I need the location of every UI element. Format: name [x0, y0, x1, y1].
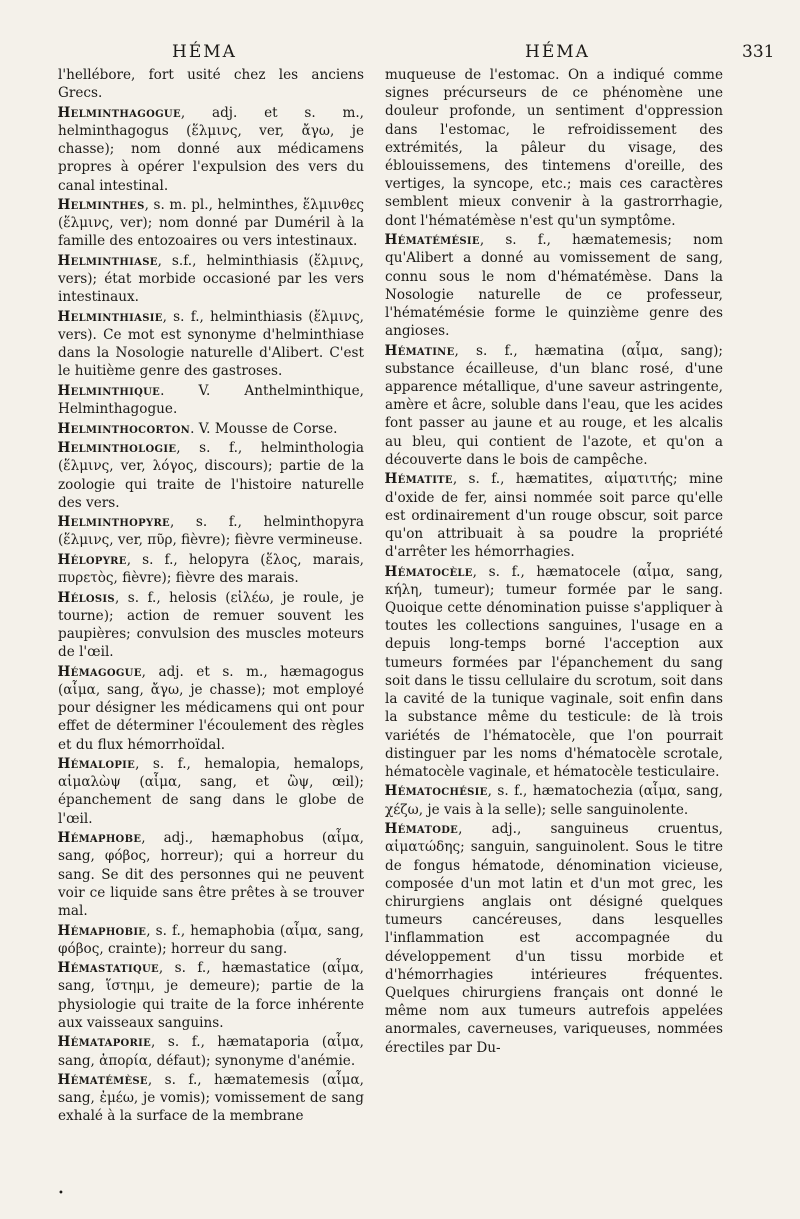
entry-definition: , s. f., helminthologia (ἕλμινς, ver, λόγος, discours); partie de la zoologie qui traite de l'histoire naturelle des vers. [58, 440, 364, 511]
header-right: HÉMA [525, 42, 590, 62]
entry-definition: , s. f., hæmatina (αἷμα, sang); substance écailleuse, d'un blanc rosé, d'une apparence métallique, d'une saveur astringente, amère et âcre, soluble dans l'eau, que les acides font passer au jaune et au rouge, et les alcalis au bleu, qui contient de l'azote, et qu'on a découverte dans le bois de campêche. [385, 342, 723, 468]
dictionary-entry [385, 342, 723, 469]
entry-definition: , adj. et s. m., helminthagogus (ἕλμινς, ver, ἄγω, je chasse); nom donné aux médicamens propres à opérer l'expulsion des vers du canal intestinal. [58, 104, 364, 194]
dictionary-entry [58, 1071, 364, 1126]
entry-headword: Helminthique [57, 382, 161, 399]
entry-headword: Hématine [384, 342, 455, 359]
entry-headword: Helminthiase [57, 252, 158, 269]
dictionary-entry [58, 104, 364, 195]
entry-headword: Hémaphobie [57, 922, 147, 939]
dictionary-entry [385, 782, 723, 818]
dictionary-entry [58, 252, 364, 307]
entry-headword: Hématite [384, 471, 453, 488]
entry-headword: Hématochésie [384, 783, 488, 800]
dictionary-entry [58, 663, 364, 754]
entry-definition: , s. f., helminthiasis (ἕλμινς, vers). Ce mot est synonyme d'helminthiase dans la Nosologie naturelle d'Alibert. C'est le huitième genre des gastroses. [58, 308, 364, 380]
entry-definition: , adj., sanguineus cruentus, αἱματώδης; sanguin, sanguinolent. Sous le titre de fongus hématode, dénomination vicieuse, composée d'un mot latin et d'un mot grec, les chirurgiens anglais ont désigné quelques tumeurs cancéreuses, dans lesquelles l'inflammation est accompagnée du développement d'un tissu morbide et d'hémorrhagies intérieures fréquentes. Quelques chirurgiens français ont donné le même nom aux tumeurs autrefois appelées anormales, caverneuses, variqueuses, nommées érectiles par Du- [385, 821, 723, 1056]
entry-headword: Helminthologie [57, 440, 177, 457]
entry-definition: , adj. et s. m., hæmagogus (αἷμα, sang, ἄγω, je chasse); mot employé pour désigner les médicamens qui ont pour effet de déterminer l'écoulement des règles et du flux hémorrhoïdal. [58, 663, 364, 753]
dictionary-entry [58, 439, 364, 512]
dictionary-entry [58, 589, 364, 662]
entry-headword: Hématémèse [57, 1072, 148, 1089]
entry-headword: Hélopyre [57, 551, 127, 568]
dictionary-entry [58, 196, 364, 251]
entry-headword: Helminthopyre [57, 514, 170, 531]
header-left: HÉMA [172, 42, 237, 62]
entry-definition: , s. f., hemalopia, hemalops, αἱμαλὼψ (αἷμα, sang, et ὢψ, œil); épanchement de sang dans le globe de l'œil. [58, 756, 364, 827]
entry-headword: Hémaphobe [57, 830, 142, 847]
dictionary-entry [58, 551, 364, 587]
entry-headword: Helminthiasie [57, 308, 163, 325]
entry-definition: , s.f., helminthiasis (ἕλμινς, vers); état morbide occasioné par les vers intestinaux. [58, 252, 364, 306]
page-number: 331 [742, 42, 775, 62]
dictionary-entry [58, 959, 364, 1032]
continuation-text: muqueuse de l'estomac. On a indiqué comme signes précurseurs de ce phénomène une douleur profonde, un sentiment d'oppression dans l'estomac, le refroidissement des extrémités, la pâleur du visage, des éblouissemens, des tintemens d'oreille, des vertiges, la syncope, etc.; mais ces caractères semblent mieux convenir à la gastrorrhagie, dont l'hématémèse n'est qu'un symptôme. [385, 67, 723, 229]
entry-definition: , s. f., hemaphobia (αἷμα, sang, φόβος, crainte); horreur du sang. [58, 922, 364, 957]
entry-headword: Hémastatique [57, 960, 159, 977]
entry-definition: , s. f., hæmatemesis; nom qu'Alibert a donné au vomissement de sang, connu sous le nom d'hématémèse. Dans la Nosologie naturelle de ce professeur, l'hématémésie forme le quinzième genre des angioses. [385, 232, 723, 340]
dictionary-entry [385, 470, 723, 561]
entry-headword: Hémalopie [57, 756, 136, 773]
entry-definition: , s. f., hæmatochezia (αἷμα, sang, χέζω, je vais à la selle); selle sanguinolente. [385, 783, 723, 818]
entry-headword: Hélosis [57, 589, 115, 606]
dictionary-entry [58, 382, 364, 418]
entry-definition: . V. Anthelminthique, Helminthagogue. [58, 382, 364, 418]
dictionary-entry [58, 922, 364, 958]
dictionary-entry [385, 820, 723, 1057]
dictionary-entry [385, 231, 723, 340]
left-column [58, 66, 364, 1127]
entry-definition: , s. f., helminthopyra (ἕλμινς, ver, πῦρ, fièvre); fièvre vermineuse. [58, 514, 364, 549]
entry-headword: Helminthes [57, 197, 145, 214]
running-header [0, 42, 800, 68]
entry-definition: , s. f., hæmatocele (αἷμα, sang, κήλη, tumeur); tumeur formée par le sang. Quoique cette dénomination puisse s'appliquer à toutes les collections sanguines, l'usage en a depuis long-temps borné l'acception aux tumeurs formées par l'épanchement du sang soit dans le tissu cellulaire du scrotum, soit dans la cavité de la tunique vaginale, soit enfin dans la substance même du testicule: de là trois variétés de l'hématocèle, que l'on pourrait distinguer par les noms d'hématocèle scrotale, hématocèle vaginale, et hématocèle testiculaire. [385, 563, 723, 780]
entry-definition: , s. m. pl., helminthes, ἕλμινθες (ἕλμινς, ver); nom donné par Duméril à la famille des entozoaires ou vers intestinaux. [58, 197, 364, 250]
entry-definition: , s. f., hæmastatice (αἷμα, sang, ἵστημι, je demeure); partie de la physiologie qui traite de la force inhérente aux vaisseaux sanguins. [58, 960, 364, 1031]
dictionary-entry [58, 829, 364, 920]
entry-headword: Hématocèle [384, 563, 473, 580]
entry-headword: Helminthocorton [57, 420, 191, 437]
dictionary-entry [58, 1033, 364, 1069]
dictionary-entry [58, 420, 364, 438]
entry-headword: Hématémésie [384, 232, 480, 249]
dictionary-entry [58, 513, 364, 549]
entry-headword: Hématode [384, 821, 459, 838]
entry-definition: , s. f., helosis (εἰλέω, je roule, je tourne); action de remuer souvent les paupières; convulsion des muscles moteurs de l'œil. [58, 589, 364, 661]
continuation-text: l'hellébore, fort usité chez les anciens Grecs. [58, 67, 364, 102]
entry-definition: , adj., hæmaphobus (αἷμα, sang, φόβος, horreur); qui a horreur du sang. Se dit des personnes qui ne peuvent voir ce liquide sans être prêtes à se trouver mal. [58, 830, 364, 919]
footer-mark: • [58, 1188, 64, 1199]
entry-definition: , s. f., hæmataporia (αἷμα, sang, ἀπορία, défaut); synonyme d'anémie. [58, 1034, 364, 1069]
dictionary-entry [58, 308, 364, 381]
dictionary-entry [385, 563, 723, 781]
entry-definition: , s. f., hæmatemesis (αἷμα, sang, ἐμέω, je vomis); vomissement de sang exhalé à la surface de la membrane [58, 1072, 364, 1125]
dictionary-entry [58, 755, 364, 828]
entry-definition: , s. f., hæmatites, αἱματιτής; mine d'oxide de fer, ainsi nommée soit parce qu'elle est ordinairement d'un rouge obscur, soit parce qu'on attribuait à sa poudre la propriété d'arrêter les hémorrhagies. [385, 471, 723, 561]
entry-headword: Hémagogue [57, 663, 142, 680]
right-column [385, 66, 723, 1058]
entry-headword: Hémataporie [57, 1034, 152, 1051]
entry-definition: . V. Mousse de Corse. [190, 420, 338, 437]
entry-definition: , s. f., helopyra (ἕλος, marais, πυρετὸς, fièvre); fièvre des marais. [58, 551, 364, 587]
entry-headword: Helminthagogue [57, 104, 181, 121]
